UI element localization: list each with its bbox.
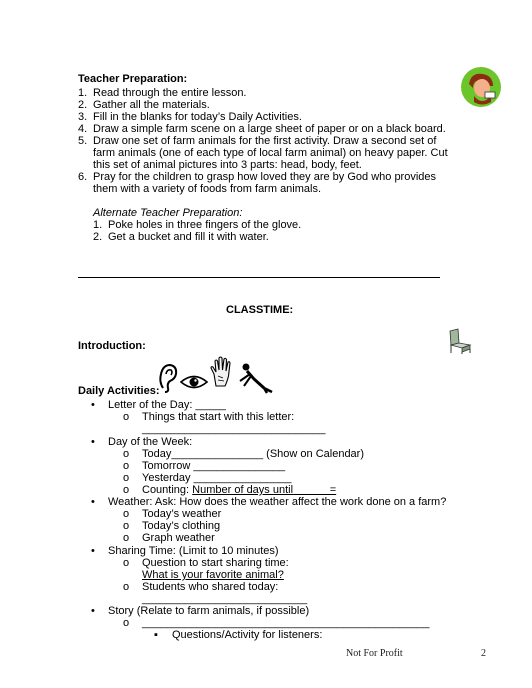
sub-bullet: o	[123, 448, 130, 460]
prep-item-4: Draw a simple farm scene on a large sheet of paper or on a black board.	[93, 123, 446, 135]
alt-number-1: 1.	[93, 219, 103, 231]
prep-item-3: Fill in the blanks for today’s Daily Activities.	[93, 111, 302, 123]
introduction-heading: Introduction:	[78, 340, 146, 352]
prep-item-5-line-2: farm animals (one of each type of local farm animal) on heavy paper. Cut	[93, 147, 448, 159]
square-bullet: ▪	[154, 629, 158, 641]
alternate-preparation-heading: Alternate Teacher Preparation:	[93, 207, 243, 219]
sub-bullet: o	[123, 557, 130, 569]
prep-number-2: 2.	[78, 99, 88, 111]
letter-things-label: Things that start with this letter:	[142, 411, 295, 423]
yesterday-line: Yesterday ________________	[142, 472, 292, 484]
teacher-avatar-icon	[459, 66, 503, 108]
sharing-time-label: Sharing Time: (Limit to 10 minutes)	[108, 545, 279, 557]
alt-item-2: Get a bucket and fill it with water.	[108, 231, 269, 243]
weather-label: Weather: Ask: How does the weather affect the work done on a farm?	[108, 496, 447, 508]
bullet: •	[91, 399, 95, 411]
alt-number-2: 2.	[93, 231, 103, 243]
counting-line	[142, 484, 336, 496]
day-of-week-label: Day of the Week:	[108, 436, 193, 448]
ear-icon	[157, 362, 179, 394]
bullet: •	[91, 545, 95, 557]
prep-item-1: Read through the entire lesson.	[93, 87, 247, 99]
bullet: •	[91, 605, 95, 617]
sub-bullet: o	[123, 411, 130, 423]
bullet: •	[91, 496, 95, 508]
prep-item-6-line-2: them with a variety of foods from farm animals.	[93, 183, 322, 195]
students-shared-blank: ___________________________	[142, 593, 308, 605]
story-questions-label: Questions/Activity for listeners:	[172, 629, 323, 641]
sub-bullet: o	[123, 460, 130, 472]
prep-item-5-line-3: this set of animal pictures into 3 parts: head, body, feet.	[93, 159, 362, 171]
weather-item-1: Today’s weather	[142, 508, 222, 520]
students-shared-label: Students who shared today:	[142, 581, 279, 593]
page-number: 2	[481, 648, 486, 659]
prep-number-5: 5.	[78, 135, 88, 147]
sharing-question: What is your favorite animal?	[142, 569, 284, 581]
sub-bullet: o	[123, 617, 130, 629]
bullet: •	[91, 436, 95, 448]
footer-not-for-profit: Not For Profit	[346, 648, 403, 659]
today-line: Today_______________ (Show on Calendar)	[142, 448, 365, 460]
prep-item-5-line-1: Draw one set of farm animals for the first activity. Draw a second set of	[93, 135, 437, 147]
sub-bullet: o	[123, 484, 130, 496]
weather-item-3: Graph weather	[142, 532, 215, 544]
prep-number-4: 4.	[78, 123, 88, 135]
story-blank: _______________________________________________	[142, 617, 430, 629]
prep-number-3: 3.	[78, 111, 88, 123]
sharing-question-label: Question to start sharing time:	[142, 557, 289, 569]
stretching-figure-icon	[236, 362, 276, 394]
prep-number-1: 1.	[78, 87, 88, 99]
counting-suffix: =	[293, 484, 337, 496]
alt-item-1: Poke holes in three fingers of the glove.	[108, 219, 302, 231]
counting-underlined: Number of days until	[192, 484, 294, 496]
sub-bullet: o	[123, 532, 130, 544]
daily-activities-heading: Daily Activities:	[78, 385, 160, 397]
letter-things-blank: ______________________________	[142, 423, 326, 435]
letter-of-day-label: Letter of the Day: _____	[108, 399, 227, 411]
story-label: Story (Relate to farm animals, if possible)	[108, 605, 310, 617]
sub-bullet: o	[123, 508, 130, 520]
section-divider	[78, 277, 440, 278]
prep-item-6-line-1: Pray for the children to grasp how loved they are by God who provides	[93, 171, 437, 183]
sub-bullet: o	[123, 581, 130, 593]
hand-icon	[209, 356, 235, 388]
prep-number-6: 6.	[78, 171, 88, 183]
sub-bullet: o	[123, 520, 130, 532]
counting-prefix: Counting:	[142, 484, 193, 496]
eye-icon	[180, 374, 208, 390]
tomorrow-line: Tomorrow _______________	[142, 460, 286, 472]
prep-item-2: Gather all the materials.	[93, 99, 210, 111]
teacher-preparation-heading: Teacher Preparation:	[78, 73, 188, 85]
chair-icon	[446, 327, 474, 355]
classtime-heading: CLASSTIME:	[226, 304, 294, 316]
weather-item-2: Today’s clothing	[142, 520, 221, 532]
sub-bullet: o	[123, 472, 130, 484]
